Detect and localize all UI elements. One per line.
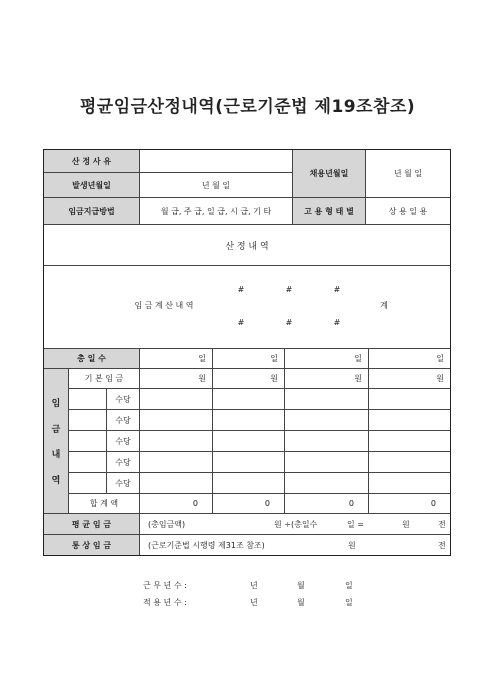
allowance-label: 수당 xyxy=(106,409,139,430)
formula-jeon: 전 xyxy=(438,519,446,529)
reason-label: 산 정 사 유 xyxy=(44,150,139,172)
calc-heading: 산 정 내 역 xyxy=(44,224,450,265)
applied-years-label: 적 용 년 수 : xyxy=(143,598,187,607)
base-wage-cell[interactable]: 원 xyxy=(368,368,450,388)
allowance-blank[interactable] xyxy=(68,388,106,409)
pay-method-label: 임금지급방법 xyxy=(44,197,139,224)
birth-value[interactable]: 년 월 일 xyxy=(139,172,292,197)
allowance-cell[interactable] xyxy=(284,451,368,472)
allowance-cell[interactable] xyxy=(284,430,368,451)
allowance-cell[interactable] xyxy=(212,430,284,451)
total-days-label: 총 일 수 xyxy=(44,348,139,368)
allowance-label: 수당 xyxy=(106,388,139,409)
allowance-blank[interactable] xyxy=(68,472,106,493)
formula-left: (총임금액) xyxy=(148,519,186,529)
employment-type-label: 고 용 형 태 별 xyxy=(292,197,365,224)
hash-mark: # xyxy=(333,317,341,327)
applied-month-unit: 월 xyxy=(297,598,305,607)
allowance-blank[interactable] xyxy=(68,451,106,472)
page-title: 평균임금산정내역(근로기준법 제19조참조) xyxy=(79,97,416,117)
sum-cell: 0 xyxy=(139,493,212,513)
ordinary-wage-label: 통 상 임 금 xyxy=(44,534,139,555)
reason-value[interactable] xyxy=(139,150,292,172)
service-years-label: 근 무 년 수 : xyxy=(143,581,187,590)
allowance-cell[interactable] xyxy=(212,409,284,430)
allowance-cell[interactable] xyxy=(139,409,212,430)
total-days-cell[interactable]: 일 xyxy=(139,348,212,368)
applied-day-unit: 일 xyxy=(345,598,353,607)
sum-cell: 0 xyxy=(284,493,368,513)
total-days-cell[interactable]: 일 xyxy=(212,348,284,368)
ordinary-jeon: 전 xyxy=(438,540,446,550)
ordinary-wage-value[interactable] xyxy=(139,534,450,555)
hash-mark: # xyxy=(285,284,293,294)
calc-total-label: 계 xyxy=(380,300,388,310)
sum-label: 합 계 액 xyxy=(68,493,139,513)
hire-label: 채용년월일 xyxy=(292,150,365,197)
allowance-cell[interactable] xyxy=(368,451,450,472)
allowance-cell[interactable] xyxy=(284,472,368,493)
hash-mark: # xyxy=(237,284,245,294)
side-char: 임 xyxy=(51,398,61,409)
total-days-cell[interactable]: 일 xyxy=(284,348,368,368)
average-wage-label: 평 균 임 금 xyxy=(44,513,139,534)
allowance-cell[interactable] xyxy=(284,409,368,430)
calc-label: 임 금 계 산 내 역 xyxy=(134,300,194,310)
side-char: 내 xyxy=(51,450,61,461)
formula-day: 일 = xyxy=(347,519,364,529)
formula-mid: 원 ÷(총일수 xyxy=(274,519,318,529)
hash-mark: # xyxy=(333,284,341,294)
base-wage-label: 기 본 임 금 xyxy=(68,368,139,388)
allowance-blank[interactable] xyxy=(68,409,106,430)
allowance-cell[interactable] xyxy=(368,388,450,409)
hash-mark: # xyxy=(285,317,293,327)
allowance-cell[interactable] xyxy=(139,472,212,493)
allowance-cell[interactable] xyxy=(284,388,368,409)
allowance-cell[interactable] xyxy=(212,472,284,493)
allowance-cell[interactable] xyxy=(212,451,284,472)
formula-won: 원 xyxy=(402,519,410,529)
side-char: 금 xyxy=(51,424,61,435)
base-wage-cell[interactable]: 원 xyxy=(212,368,284,388)
sum-cell: 0 xyxy=(212,493,284,513)
total-days-cell[interactable]: 일 xyxy=(368,348,450,368)
ordinary-won: 원 xyxy=(348,540,356,550)
service-day-unit: 일 xyxy=(345,581,353,590)
allowance-cell[interactable] xyxy=(139,451,212,472)
allowance-label: 수당 xyxy=(106,451,139,472)
allowance-cell[interactable] xyxy=(139,430,212,451)
applied-year-unit: 년 xyxy=(250,598,258,607)
allowance-cell[interactable] xyxy=(368,472,450,493)
base-wage-cell[interactable]: 원 xyxy=(284,368,368,388)
ordinary-note: (근로기준법 시행령 제31조 참조) xyxy=(148,540,265,550)
side-char: 역 xyxy=(51,476,61,487)
employment-type-value[interactable]: 상 용 일 용 xyxy=(365,197,450,224)
hire-value[interactable]: 년 월 일 xyxy=(365,150,450,197)
sum-cell: 0 xyxy=(368,493,450,513)
birth-label: 발생년월일 xyxy=(44,172,139,197)
allowance-label: 수당 xyxy=(106,430,139,451)
wage-breakdown-side xyxy=(44,368,68,513)
allowance-cell[interactable] xyxy=(368,430,450,451)
wage-form-table xyxy=(43,149,451,556)
service-year-unit: 년 xyxy=(250,581,258,590)
allowance-label: 수당 xyxy=(106,472,139,493)
allowance-cell[interactable] xyxy=(212,388,284,409)
allowance-cell[interactable] xyxy=(368,409,450,430)
service-month-unit: 월 xyxy=(297,581,305,590)
pay-method-value[interactable]: 월 급, 주 급, 일 급, 시 급, 기 타 xyxy=(139,197,292,224)
base-wage-cell[interactable]: 원 xyxy=(139,368,212,388)
average-wage-formula[interactable] xyxy=(139,513,450,534)
allowance-blank[interactable] xyxy=(68,430,106,451)
hash-mark: # xyxy=(237,317,245,327)
allowance-cell[interactable] xyxy=(139,388,212,409)
